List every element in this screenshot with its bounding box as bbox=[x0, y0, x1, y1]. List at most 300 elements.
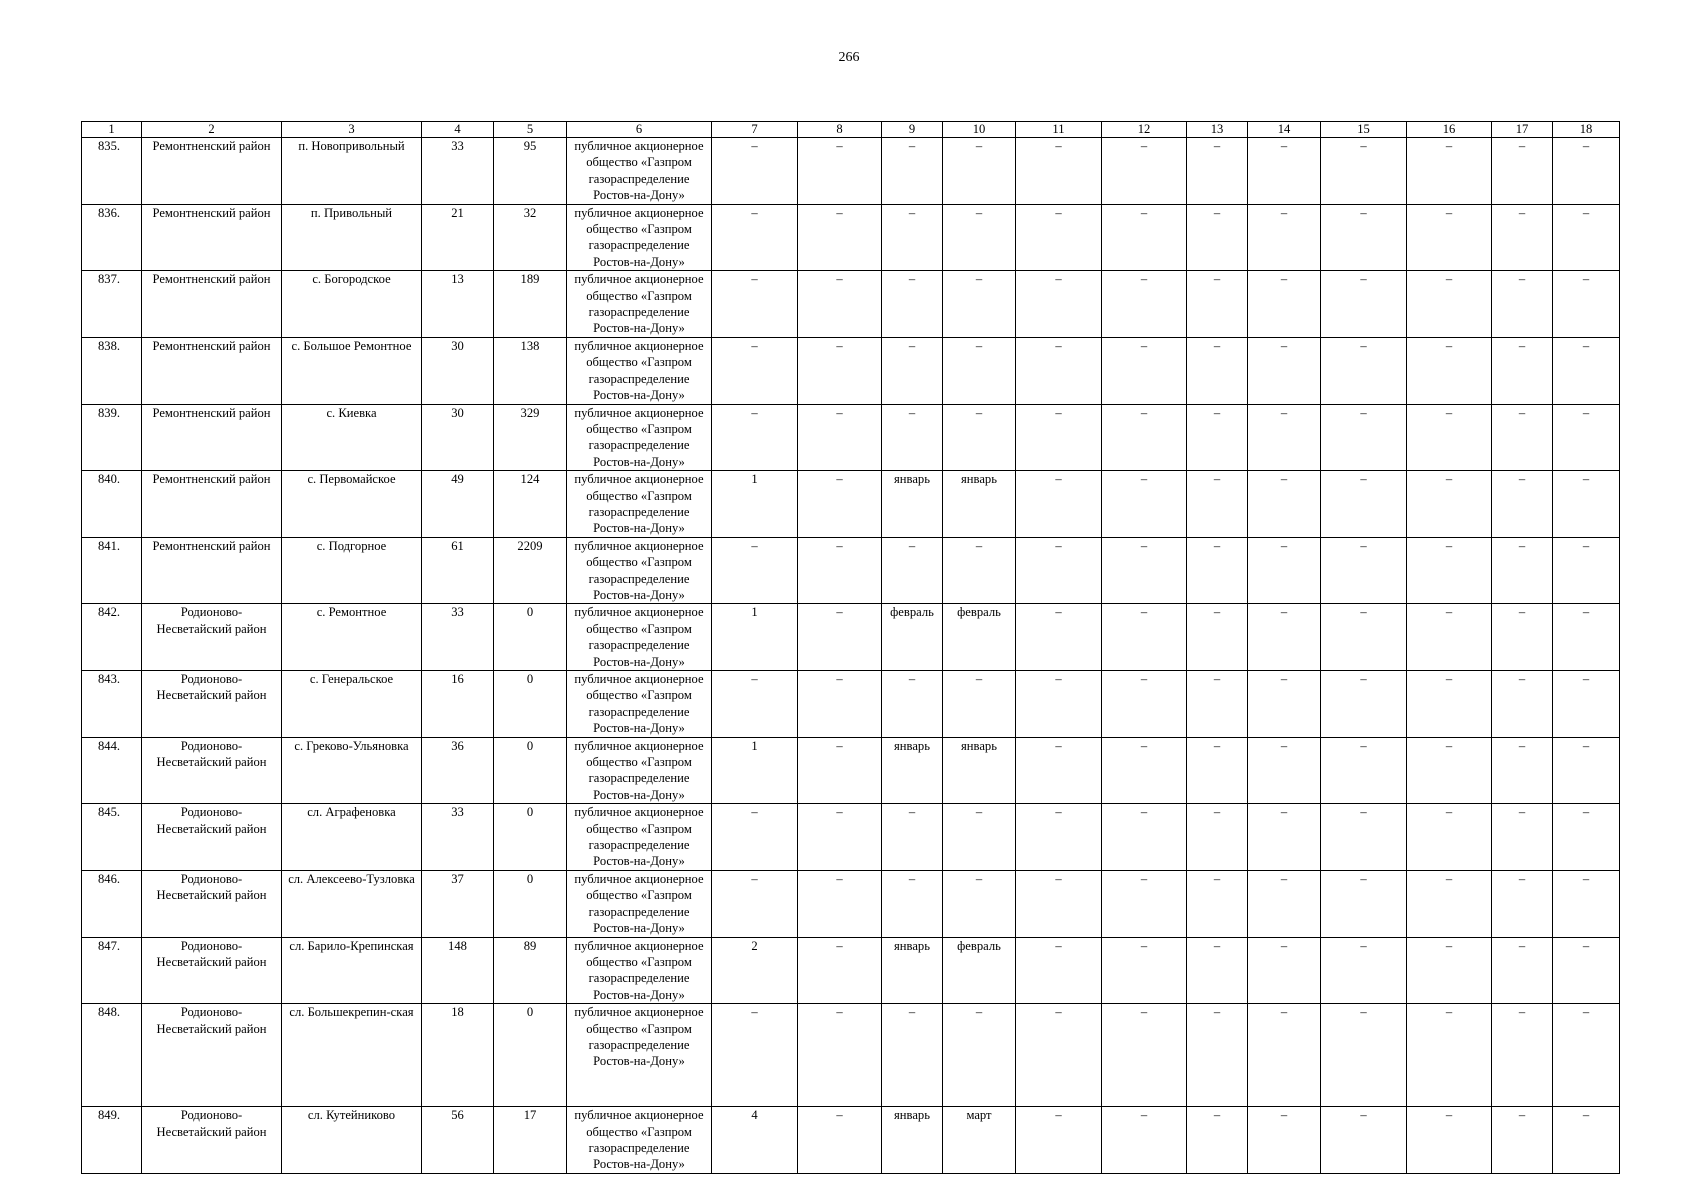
value-col-18: – bbox=[1553, 737, 1620, 804]
month-col-10: январь bbox=[943, 471, 1016, 538]
value-col-4: 33 bbox=[422, 604, 494, 671]
settlement-name: с. Богородское bbox=[282, 271, 422, 338]
value-col-5: 189 bbox=[494, 271, 567, 338]
row-number: 844. bbox=[82, 737, 142, 804]
value-col-18: – bbox=[1553, 937, 1620, 1004]
value-col-12: – bbox=[1102, 271, 1187, 338]
organization-name: публичное акционерное общество «Газпром газораспределение Ростов-на-Дону» bbox=[567, 138, 712, 205]
value-col-7: – bbox=[712, 404, 798, 471]
value-col-13: – bbox=[1187, 537, 1248, 604]
value-col-17: – bbox=[1492, 937, 1553, 1004]
value-col-14: – bbox=[1248, 804, 1321, 871]
value-col-11: – bbox=[1016, 1107, 1102, 1174]
value-col-16: – bbox=[1407, 937, 1492, 1004]
value-col-13: – bbox=[1187, 404, 1248, 471]
value-col-15: – bbox=[1321, 537, 1407, 604]
value-col-17: – bbox=[1492, 737, 1553, 804]
value-col-14: – bbox=[1248, 537, 1321, 604]
value-col-11: – bbox=[1016, 271, 1102, 338]
value-col-16: – bbox=[1407, 337, 1492, 404]
value-col-12: – bbox=[1102, 671, 1187, 738]
value-col-5: 89 bbox=[494, 937, 567, 1004]
column-header: 18 bbox=[1553, 122, 1620, 138]
value-col-17: – bbox=[1492, 138, 1553, 205]
value-col-5: 0 bbox=[494, 804, 567, 871]
value-col-17: – bbox=[1492, 537, 1553, 604]
month-col-10: – bbox=[943, 537, 1016, 604]
value-col-16: – bbox=[1407, 604, 1492, 671]
settlement-name: с. Ремонтное bbox=[282, 604, 422, 671]
month-col-10: – bbox=[943, 404, 1016, 471]
value-col-15: – bbox=[1321, 870, 1407, 937]
value-col-17: – bbox=[1492, 1004, 1553, 1107]
column-header: 14 bbox=[1248, 122, 1321, 138]
value-col-15: – bbox=[1321, 1107, 1407, 1174]
value-col-5: 0 bbox=[494, 604, 567, 671]
value-col-12: – bbox=[1102, 737, 1187, 804]
district-name: Ремонтненский район bbox=[142, 204, 282, 271]
value-col-13: – bbox=[1187, 271, 1248, 338]
value-col-5: 17 bbox=[494, 1107, 567, 1174]
column-header: 3 bbox=[282, 122, 422, 138]
value-col-15: – bbox=[1321, 404, 1407, 471]
value-col-15: – bbox=[1321, 671, 1407, 738]
value-col-4: 56 bbox=[422, 1107, 494, 1174]
value-col-15: – bbox=[1321, 1004, 1407, 1107]
value-col-16: – bbox=[1407, 204, 1492, 271]
value-col-4: 61 bbox=[422, 537, 494, 604]
value-col-8: – bbox=[798, 870, 882, 937]
month-col-9: январь bbox=[882, 471, 943, 538]
settlement-name: сл. Кутейниково bbox=[282, 1107, 422, 1174]
district-name: Родионово-Несветайский район bbox=[142, 671, 282, 738]
row-number: 841. bbox=[82, 537, 142, 604]
value-col-12: – bbox=[1102, 471, 1187, 538]
district-name: Родионово-Несветайский район bbox=[142, 804, 282, 871]
table-row bbox=[82, 804, 1620, 871]
table-row bbox=[82, 271, 1620, 338]
value-col-11: – bbox=[1016, 671, 1102, 738]
month-col-10: март bbox=[943, 1107, 1016, 1174]
district-name: Родионово-Несветайский район bbox=[142, 937, 282, 1004]
value-col-7: 1 bbox=[712, 737, 798, 804]
column-header: 17 bbox=[1492, 122, 1553, 138]
value-col-14: – bbox=[1248, 737, 1321, 804]
table-row bbox=[82, 737, 1620, 804]
month-col-10: – bbox=[943, 138, 1016, 205]
column-header: 11 bbox=[1016, 122, 1102, 138]
organization-name: публичное акционерное общество «Газпром газораспределение Ростов-на-Дону» bbox=[567, 671, 712, 738]
organization-name: публичное акционерное общество «Газпром газораспределение Ростов-на-Дону» bbox=[567, 271, 712, 338]
row-number: 836. bbox=[82, 204, 142, 271]
value-col-11: – bbox=[1016, 404, 1102, 471]
column-header: 12 bbox=[1102, 122, 1187, 138]
table-row bbox=[82, 1004, 1620, 1107]
value-col-8: – bbox=[798, 471, 882, 538]
settlement-name: с. Греково-Ульяновка bbox=[282, 737, 422, 804]
value-col-17: – bbox=[1492, 471, 1553, 538]
value-col-8: – bbox=[798, 737, 882, 804]
district-name: Ремонтненский район bbox=[142, 537, 282, 604]
value-col-15: – bbox=[1321, 604, 1407, 671]
organization-name: публичное акционерное общество «Газпром газораспределение Ростов-на-Дону» bbox=[567, 937, 712, 1004]
row-number: 838. bbox=[82, 337, 142, 404]
value-col-4: 18 bbox=[422, 1004, 494, 1107]
table-body bbox=[82, 138, 1620, 1174]
value-col-14: – bbox=[1248, 337, 1321, 404]
row-number: 849. bbox=[82, 1107, 142, 1174]
month-col-9: – bbox=[882, 1004, 943, 1107]
value-col-8: – bbox=[798, 204, 882, 271]
value-col-17: – bbox=[1492, 671, 1553, 738]
value-col-8: – bbox=[798, 138, 882, 205]
row-number: 840. bbox=[82, 471, 142, 538]
value-col-7: 1 bbox=[712, 471, 798, 538]
value-col-18: – bbox=[1553, 804, 1620, 871]
value-col-18: – bbox=[1553, 1004, 1620, 1107]
value-col-13: – bbox=[1187, 671, 1248, 738]
value-col-12: – bbox=[1102, 537, 1187, 604]
value-col-16: – bbox=[1407, 138, 1492, 205]
value-col-5: 329 bbox=[494, 404, 567, 471]
value-col-13: – bbox=[1187, 138, 1248, 205]
value-col-12: – bbox=[1102, 1107, 1187, 1174]
value-col-5: 0 bbox=[494, 1004, 567, 1107]
value-col-11: – bbox=[1016, 937, 1102, 1004]
value-col-12: – bbox=[1102, 1004, 1187, 1107]
table-row bbox=[82, 537, 1620, 604]
value-col-11: – bbox=[1016, 537, 1102, 604]
month-col-10: февраль bbox=[943, 604, 1016, 671]
month-col-9: – bbox=[882, 404, 943, 471]
column-header: 16 bbox=[1407, 122, 1492, 138]
value-col-16: – bbox=[1407, 471, 1492, 538]
value-col-18: – bbox=[1553, 537, 1620, 604]
value-col-18: – bbox=[1553, 870, 1620, 937]
district-name: Родионово-Несветайский район bbox=[142, 604, 282, 671]
value-col-12: – bbox=[1102, 204, 1187, 271]
month-col-9: – bbox=[882, 337, 943, 404]
row-number: 846. bbox=[82, 870, 142, 937]
settlement-name: с. Большое Ремонтное bbox=[282, 337, 422, 404]
value-col-13: – bbox=[1187, 737, 1248, 804]
month-col-9: – bbox=[882, 138, 943, 205]
settlement-name: сл. Алексеево-Тузловка bbox=[282, 870, 422, 937]
value-col-4: 21 bbox=[422, 204, 494, 271]
value-col-4: 33 bbox=[422, 138, 494, 205]
column-header: 4 bbox=[422, 122, 494, 138]
value-col-8: – bbox=[798, 271, 882, 338]
value-col-4: 33 bbox=[422, 804, 494, 871]
header-row bbox=[82, 122, 1620, 138]
settlement-name: с. Киевка bbox=[282, 404, 422, 471]
organization-name: публичное акционерное общество «Газпром газораспределение Ростов-на-Дону» bbox=[567, 337, 712, 404]
value-col-11: – bbox=[1016, 1004, 1102, 1107]
value-col-8: – bbox=[798, 671, 882, 738]
value-col-4: 13 bbox=[422, 271, 494, 338]
settlement-name: п. Новопривольный bbox=[282, 138, 422, 205]
value-col-8: – bbox=[798, 937, 882, 1004]
value-col-5: 0 bbox=[494, 737, 567, 804]
value-col-8: – bbox=[798, 1107, 882, 1174]
value-col-16: – bbox=[1407, 671, 1492, 738]
value-col-16: – bbox=[1407, 804, 1492, 871]
value-col-16: – bbox=[1407, 404, 1492, 471]
value-col-7: 1 bbox=[712, 604, 798, 671]
district-name: Ремонтненский район bbox=[142, 471, 282, 538]
settlement-name: сл. Аграфеновка bbox=[282, 804, 422, 871]
value-col-7: – bbox=[712, 204, 798, 271]
value-col-17: – bbox=[1492, 404, 1553, 471]
month-col-10: – bbox=[943, 671, 1016, 738]
value-col-14: – bbox=[1248, 937, 1321, 1004]
month-col-10: – bbox=[943, 204, 1016, 271]
value-col-18: – bbox=[1553, 337, 1620, 404]
value-col-13: – bbox=[1187, 1107, 1248, 1174]
organization-name: публичное акционерное общество «Газпром газораспределение Ростов-на-Дону» bbox=[567, 870, 712, 937]
value-col-4: 36 bbox=[422, 737, 494, 804]
value-col-14: – bbox=[1248, 1107, 1321, 1174]
column-header: 9 bbox=[882, 122, 943, 138]
district-name: Родионово-Несветайский район bbox=[142, 737, 282, 804]
value-col-14: – bbox=[1248, 604, 1321, 671]
value-col-5: 138 bbox=[494, 337, 567, 404]
column-header: 2 bbox=[142, 122, 282, 138]
column-header: 6 bbox=[567, 122, 712, 138]
value-col-14: – bbox=[1248, 471, 1321, 538]
month-col-10: февраль bbox=[943, 937, 1016, 1004]
column-header: 1 bbox=[82, 122, 142, 138]
value-col-13: – bbox=[1187, 804, 1248, 871]
row-number: 835. bbox=[82, 138, 142, 205]
value-col-5: 0 bbox=[494, 671, 567, 738]
value-col-18: – bbox=[1553, 271, 1620, 338]
month-col-9: январь bbox=[882, 937, 943, 1004]
month-col-10: январь bbox=[943, 737, 1016, 804]
value-col-12: – bbox=[1102, 937, 1187, 1004]
value-col-17: – bbox=[1492, 271, 1553, 338]
organization-name: публичное акционерное общество «Газпром газораспределение Ростов-на-Дону» bbox=[567, 204, 712, 271]
value-col-5: 2209 bbox=[494, 537, 567, 604]
month-col-9: – bbox=[882, 537, 943, 604]
table-row bbox=[82, 337, 1620, 404]
column-header: 15 bbox=[1321, 122, 1407, 138]
value-col-11: – bbox=[1016, 337, 1102, 404]
settlement-name: сл. Большекрепин-ская bbox=[282, 1004, 422, 1107]
value-col-18: – bbox=[1553, 1107, 1620, 1174]
month-col-9: январь bbox=[882, 737, 943, 804]
value-col-16: – bbox=[1407, 1107, 1492, 1174]
value-col-17: – bbox=[1492, 1107, 1553, 1174]
value-col-5: 0 bbox=[494, 870, 567, 937]
page-number: 266 bbox=[838, 50, 860, 65]
value-col-16: – bbox=[1407, 537, 1492, 604]
value-col-12: – bbox=[1102, 604, 1187, 671]
value-col-15: – bbox=[1321, 337, 1407, 404]
gasification-table bbox=[81, 121, 1620, 1174]
value-col-12: – bbox=[1102, 138, 1187, 205]
organization-name: публичное акционерное общество «Газпром газораспределение Ростов-на-Дону» bbox=[567, 737, 712, 804]
value-col-7: 4 bbox=[712, 1107, 798, 1174]
value-col-8: – bbox=[798, 1004, 882, 1107]
value-col-8: – bbox=[798, 337, 882, 404]
value-col-14: – bbox=[1248, 870, 1321, 937]
table-row bbox=[82, 404, 1620, 471]
value-col-11: – bbox=[1016, 804, 1102, 871]
value-col-16: – bbox=[1407, 737, 1492, 804]
month-col-10: – bbox=[943, 804, 1016, 871]
value-col-11: – bbox=[1016, 870, 1102, 937]
value-col-12: – bbox=[1102, 804, 1187, 871]
value-col-17: – bbox=[1492, 870, 1553, 937]
value-col-7: – bbox=[712, 1004, 798, 1107]
value-col-16: – bbox=[1407, 1004, 1492, 1107]
value-col-7: 2 bbox=[712, 937, 798, 1004]
month-col-9: – bbox=[882, 671, 943, 738]
month-col-9: февраль bbox=[882, 604, 943, 671]
table-row bbox=[82, 138, 1620, 205]
value-col-16: – bbox=[1407, 870, 1492, 937]
row-number: 842. bbox=[82, 604, 142, 671]
month-col-10: – bbox=[943, 870, 1016, 937]
value-col-4: 30 bbox=[422, 404, 494, 471]
settlement-name: сл. Барило-Крепинская bbox=[282, 937, 422, 1004]
value-col-14: – bbox=[1248, 671, 1321, 738]
value-col-18: – bbox=[1553, 671, 1620, 738]
table-row bbox=[82, 471, 1620, 538]
value-col-11: – bbox=[1016, 737, 1102, 804]
month-col-9: январь bbox=[882, 1107, 943, 1174]
table-row bbox=[82, 870, 1620, 937]
value-col-8: – bbox=[798, 404, 882, 471]
value-col-18: – bbox=[1553, 471, 1620, 538]
value-col-7: – bbox=[712, 804, 798, 871]
value-col-12: – bbox=[1102, 404, 1187, 471]
value-col-14: – bbox=[1248, 404, 1321, 471]
value-col-8: – bbox=[798, 804, 882, 871]
month-col-9: – bbox=[882, 870, 943, 937]
value-col-18: – bbox=[1553, 604, 1620, 671]
value-col-13: – bbox=[1187, 204, 1248, 271]
column-header: 13 bbox=[1187, 122, 1248, 138]
value-col-12: – bbox=[1102, 337, 1187, 404]
value-col-4: 37 bbox=[422, 870, 494, 937]
value-col-17: – bbox=[1492, 604, 1553, 671]
value-col-14: – bbox=[1248, 1004, 1321, 1107]
value-col-17: – bbox=[1492, 337, 1553, 404]
table-row bbox=[82, 204, 1620, 271]
value-col-16: – bbox=[1407, 271, 1492, 338]
value-col-18: – bbox=[1553, 138, 1620, 205]
value-col-15: – bbox=[1321, 804, 1407, 871]
value-col-11: – bbox=[1016, 471, 1102, 538]
value-col-13: – bbox=[1187, 1004, 1248, 1107]
value-col-12: – bbox=[1102, 870, 1187, 937]
value-col-13: – bbox=[1187, 870, 1248, 937]
value-col-14: – bbox=[1248, 138, 1321, 205]
organization-name: публичное акционерное общество «Газпром газораспределение Ростов-на-Дону» bbox=[567, 537, 712, 604]
value-col-13: – bbox=[1187, 937, 1248, 1004]
value-col-17: – bbox=[1492, 804, 1553, 871]
district-name: Ремонтненский район bbox=[142, 138, 282, 205]
value-col-8: – bbox=[798, 537, 882, 604]
row-number: 837. bbox=[82, 271, 142, 338]
value-col-4: 16 bbox=[422, 671, 494, 738]
month-col-9: – bbox=[882, 204, 943, 271]
row-number: 839. bbox=[82, 404, 142, 471]
value-col-5: 124 bbox=[494, 471, 567, 538]
value-col-4: 148 bbox=[422, 937, 494, 1004]
month-col-10: – bbox=[943, 271, 1016, 338]
settlement-name: с. Первомайское bbox=[282, 471, 422, 538]
value-col-17: – bbox=[1492, 204, 1553, 271]
organization-name: публичное акционерное общество «Газпром газораспределение Ростов-на-Дону» bbox=[567, 404, 712, 471]
value-col-15: – bbox=[1321, 471, 1407, 538]
row-number: 848. bbox=[82, 1004, 142, 1107]
month-col-10: – bbox=[943, 337, 1016, 404]
month-col-10: – bbox=[943, 1004, 1016, 1107]
table-row bbox=[82, 671, 1620, 738]
column-header: 7 bbox=[712, 122, 798, 138]
value-col-15: – bbox=[1321, 204, 1407, 271]
value-col-14: – bbox=[1248, 204, 1321, 271]
value-col-7: – bbox=[712, 537, 798, 604]
value-col-11: – bbox=[1016, 204, 1102, 271]
value-col-7: – bbox=[712, 138, 798, 205]
table-row bbox=[82, 937, 1620, 1004]
value-col-15: – bbox=[1321, 138, 1407, 205]
row-number: 843. bbox=[82, 671, 142, 738]
district-name: Ремонтненский район bbox=[142, 337, 282, 404]
column-header: 5 bbox=[494, 122, 567, 138]
row-number: 845. bbox=[82, 804, 142, 871]
value-col-7: – bbox=[712, 870, 798, 937]
value-col-13: – bbox=[1187, 604, 1248, 671]
district-name: Родионово-Несветайский район bbox=[142, 1004, 282, 1107]
table-row bbox=[82, 604, 1620, 671]
value-col-8: – bbox=[798, 604, 882, 671]
value-col-11: – bbox=[1016, 604, 1102, 671]
column-header: 10 bbox=[943, 122, 1016, 138]
month-col-9: – bbox=[882, 804, 943, 871]
value-col-14: – bbox=[1248, 271, 1321, 338]
district-name: Ремонтненский район bbox=[142, 404, 282, 471]
row-number: 847. bbox=[82, 937, 142, 1004]
value-col-15: – bbox=[1321, 271, 1407, 338]
district-name: Ремонтненский район bbox=[142, 271, 282, 338]
table-row bbox=[82, 1107, 1620, 1174]
value-col-18: – bbox=[1553, 204, 1620, 271]
value-col-5: 95 bbox=[494, 138, 567, 205]
value-col-15: – bbox=[1321, 737, 1407, 804]
value-col-4: 49 bbox=[422, 471, 494, 538]
value-col-7: – bbox=[712, 271, 798, 338]
value-col-15: – bbox=[1321, 937, 1407, 1004]
district-name: Родионово-Несветайский район bbox=[142, 870, 282, 937]
month-col-9: – bbox=[882, 271, 943, 338]
organization-name: публичное акционерное общество «Газпром газораспределение Ростов-на-Дону» bbox=[567, 1004, 712, 1107]
organization-name: публичное акционерное общество «Газпром газораспределение Ростов-на-Дону» bbox=[567, 604, 712, 671]
district-name: Родионово-Несветайский район bbox=[142, 1107, 282, 1174]
value-col-13: – bbox=[1187, 471, 1248, 538]
organization-name: публичное акционерное общество «Газпром газораспределение Ростов-на-Дону» bbox=[567, 471, 712, 538]
settlement-name: с. Генеральское bbox=[282, 671, 422, 738]
settlement-name: п. Привольный bbox=[282, 204, 422, 271]
value-col-7: – bbox=[712, 337, 798, 404]
organization-name: публичное акционерное общество «Газпром газораспределение Ростов-на-Дону» bbox=[567, 804, 712, 871]
value-col-13: – bbox=[1187, 337, 1248, 404]
column-header: 8 bbox=[798, 122, 882, 138]
